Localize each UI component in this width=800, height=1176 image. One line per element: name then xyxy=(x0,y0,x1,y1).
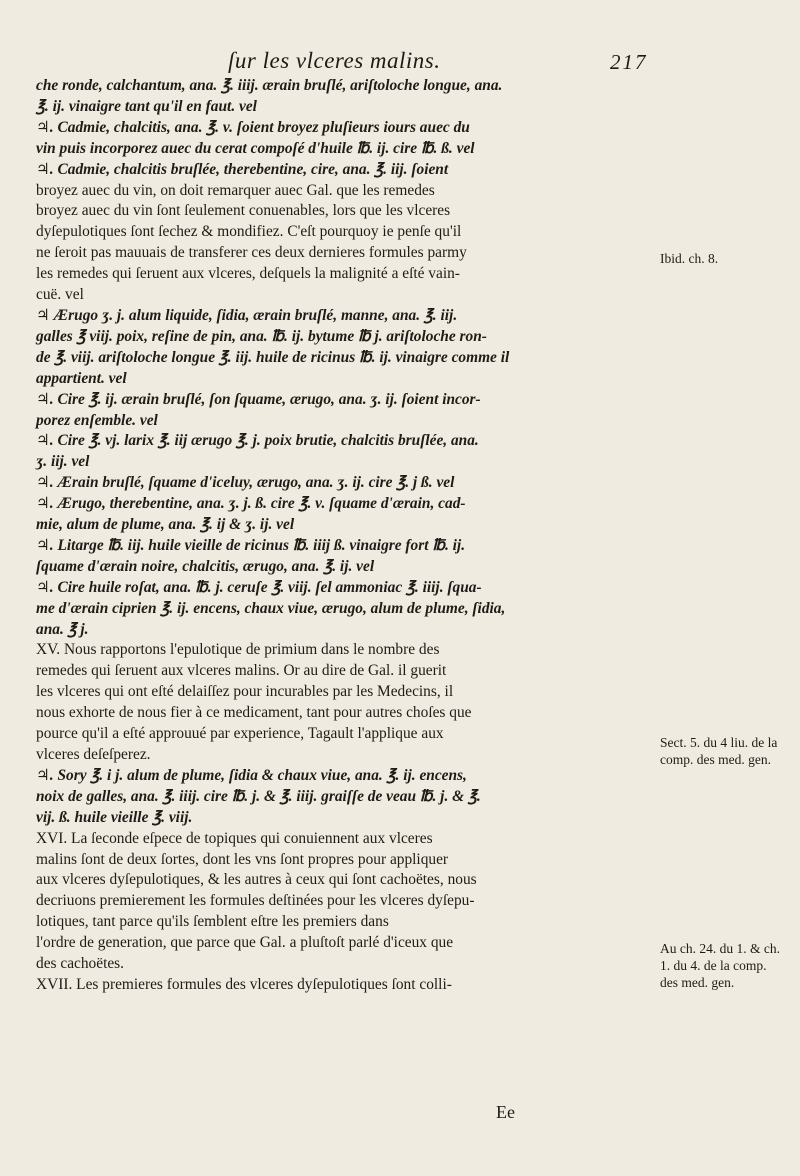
text-line: nous exhorte de nous fier à ce medicament, tant pour autres choſes que xyxy=(36,704,472,722)
text-line: ♃. Cadmie, chalcitis bruſlée, therebentine, cire, ana. ℥. iij. ſoient xyxy=(36,160,449,178)
text-line: mie, alum de plume, ana. ℥. ij & ʒ. ij. vel xyxy=(36,516,295,534)
text-line: ♃. Cire ℥. vj. larix ℥. iij ærugo ℥. j. poix brutie, chalcitis bruſlée, ana. xyxy=(36,432,479,450)
section-heading-line: XVII. Les premieres formules des vlceres dyſepulotiques ſont colli- xyxy=(36,975,452,993)
text-line: ♃. Sory ℥. i j. alum de plume, ſidia & chaux viue, ana. ℥. ij. encens, xyxy=(36,766,467,784)
text-line: dyſepulotiques ſont ſechez & mondifiez. C'eſt pourquoy ie penſe qu'il xyxy=(36,223,462,241)
margin-note: Au ch. 24. du 1. & ch. 1. du 4. de la comp. des med. gen. xyxy=(660,941,780,990)
text-line: les remedes qui ſeruent aux vlceres, deſquels la malignité a eſté vain- xyxy=(36,265,460,283)
text-line: che ronde, calchantum, ana. ℥. iiij. ærain bruſlé, ariſtoloche longue, ana. xyxy=(36,77,503,94)
text-line: ʒ. iij. vel xyxy=(36,453,90,471)
text-line: porez enſemble. vel xyxy=(36,411,158,429)
text-line: malins ſont de deux ſortes, dont les vns ſont propres pour appliquer xyxy=(36,850,449,868)
text-line: ana. ℥ j. xyxy=(36,620,89,638)
text-line: remedes qui ſeruent aux vlceres malins. Or au dire de Gal. il guerit xyxy=(36,662,447,680)
text-line: de ℥. viij. ariſtoloche longue ℥. iij. huile de ricinus ℔. ij. vinaigre comme il xyxy=(36,348,510,366)
text-line: broyez auec du vin ſont ſeulement conuenables, lors que les vlceres xyxy=(36,202,451,220)
text-line: ♃. Cire ℥. ij. ærain bruſlé, ſon ſquame, ærugo, ana. ʒ. ij. ſoient incor- xyxy=(36,390,481,408)
running-title: ſur les vlceres malins. xyxy=(228,48,441,73)
text-line: appartient. vel xyxy=(36,369,127,387)
text-line: me d'ærain ciprien ℥. ij. encens, chaux viue, ærugo, alum de plume, ſidia, xyxy=(36,599,506,617)
text-line: l'ordre de generation, que parce que Gal. a pluſtoſt parlé d'iceux que xyxy=(36,934,454,952)
text-line: des cachoëtes. xyxy=(36,955,125,973)
text-line: ♃. Cadmie, chalcitis, ana. ℥. v. ſoient broyez pluſieurs iours auec du xyxy=(36,118,470,136)
text-line: galles ℥ viij. poix, reſine de pin, ana. ℔. ij. bytume ℔ j. ariſtoloche ron- xyxy=(36,327,487,345)
text-line: lotiques, tant parce qu'ils ſemblent eſtre les premiers dans xyxy=(36,913,389,931)
text-line: ♃ Ærugo ʒ. j. alum liquide, ſidia, ærain bruſlé, manne, ana. ℥. iij. xyxy=(36,306,458,324)
text-line: aux vlceres dyſepulotiques, & les autres à ceux qui ſont cachoëtes, nous xyxy=(36,871,477,889)
text-line: ♃. Ærain bruſlé, ſquame d'iceluy, ærugo, ana. ʒ. ij. cire ℥. j ß. vel xyxy=(36,474,455,492)
text-line: ne ſeroit pas mauuais de transferer ces deux dernieres formules parmy xyxy=(36,244,467,262)
section-heading-line: XVI. La ſeconde eſpece de topiques qui conuiennent aux vlceres xyxy=(36,829,433,847)
text-line: ♃. Litarge ℔. iij. huile vieille de ricinus ℔. iiij ß. vinaigre fort ℔. ij. xyxy=(36,536,466,554)
text-line: noix de galles, ana. ℥. iiij. cire ℔. j. & ℥. iiij. graiſſe de veau ℔. j. & ℥. xyxy=(36,787,481,805)
page-header xyxy=(0,48,800,78)
text-line: pource qu'il a eſté approuué par experience, Tagault l'applique aux xyxy=(36,725,444,743)
text-line: ℥. ij. vinaigre tant qu'il en faut. vel xyxy=(36,97,257,115)
catchword: Ee xyxy=(496,1102,515,1122)
page-number: 217 xyxy=(610,50,648,74)
text-line: les vlceres qui ont eſté delaiſſez pour incurables par les Medecins, il xyxy=(36,683,454,701)
section-heading-line: XV. Nous rapportons l'epulotique de primium dans le nombre des xyxy=(36,641,440,659)
margin-note: Sect. 5. du 4 liu. de la comp. des med. gen. xyxy=(660,735,778,767)
text-line: cuë. vel xyxy=(36,286,84,304)
text-line: ♃. Ærugo, therebentine, ana. ʒ. j. ß. cire ℥. v. ſquame d'ærain, cad- xyxy=(36,495,466,513)
body-text xyxy=(36,76,654,996)
text-line: broyez auec du vin, on doit remarquer auec Gal. que les remedes xyxy=(36,181,435,199)
text-line: decriuons premierement les formules deſtinées pour les vlceres dyſepu- xyxy=(36,892,475,910)
text-line: vij. ß. huile vieille ℥. viij. xyxy=(36,808,193,826)
margin-note: Ibid. ch. 8. xyxy=(660,251,719,266)
text-line: vlceres deſeſperez. xyxy=(36,746,151,763)
text-line: ♃. Cire huile roſat, ana. ℔. j. ceruſe ℥. viij. ſel ammoniac ℥. iiij. ſqua- xyxy=(36,578,482,596)
text-line: ſquame d'ærain noire, chalcitis, ærugo, ana. ℥. ij. vel xyxy=(36,557,375,575)
text-line: vin puis incorporez auec du cerat compoſé d'huile ℔. ij. cire ℔. ß. vel xyxy=(36,139,475,157)
